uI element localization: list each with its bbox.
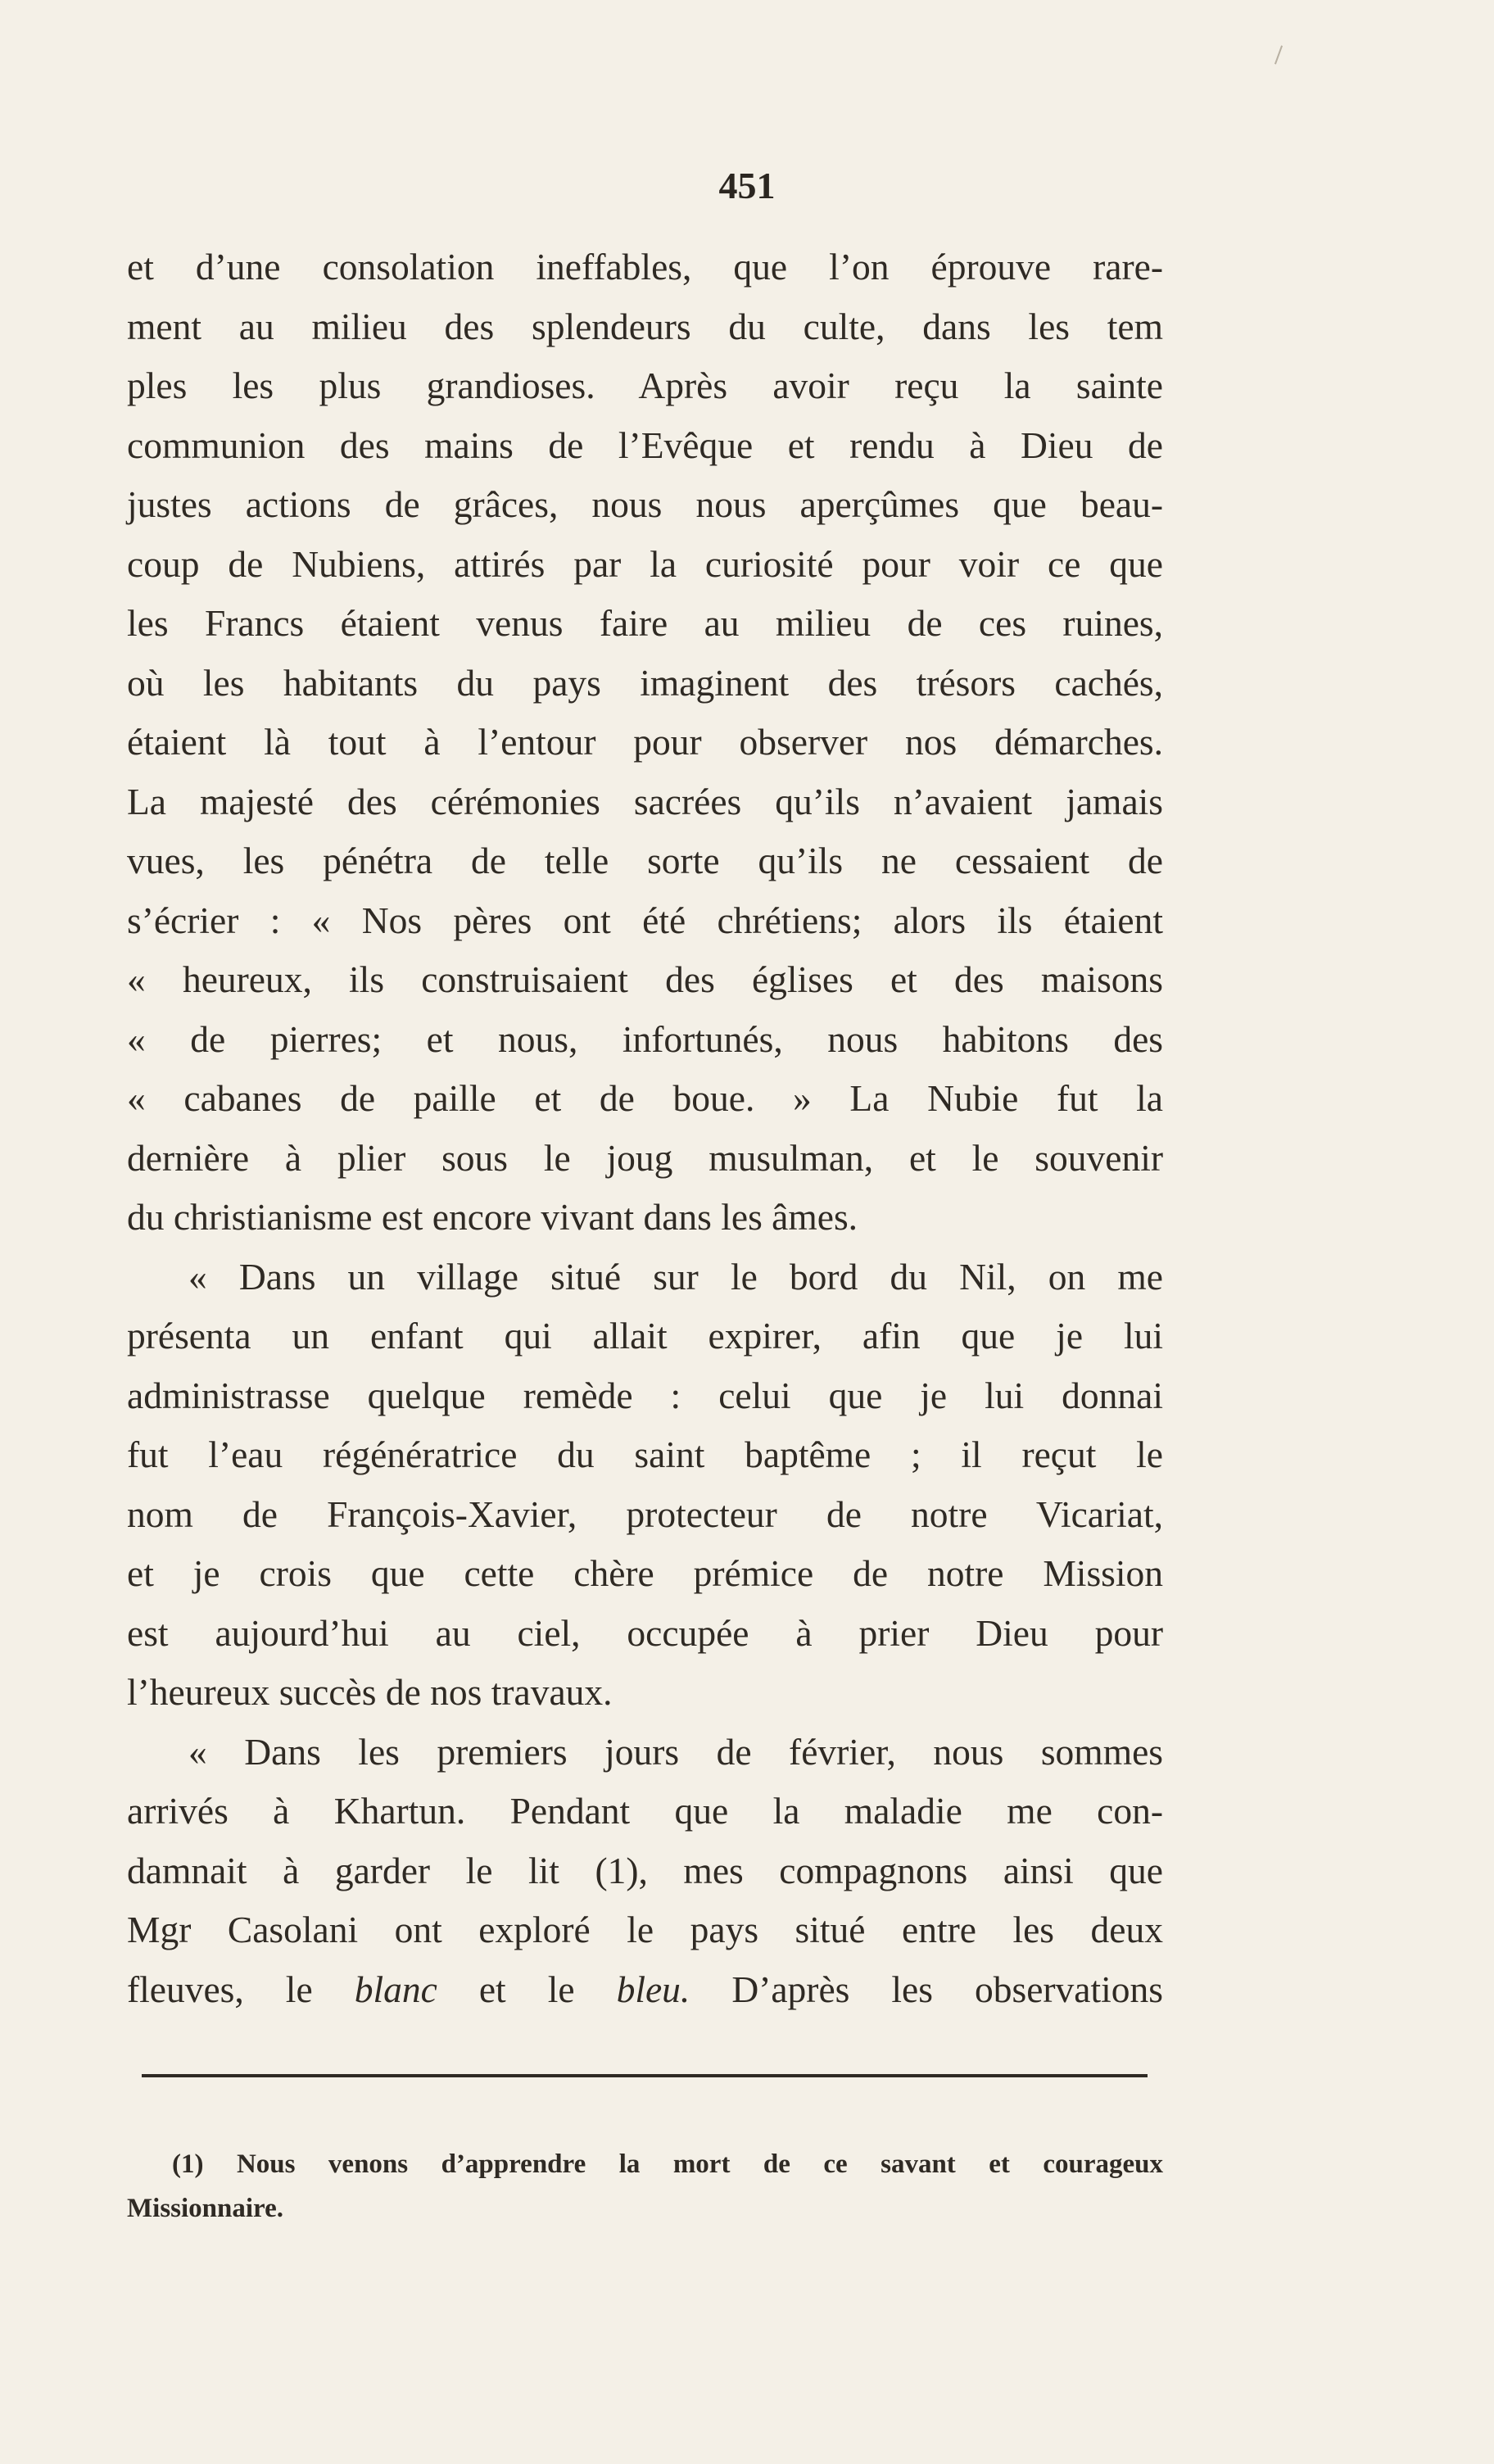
- text-line: coup de Nubiens, attirés par la curiosité pour voir ce que: [127, 542, 1163, 585]
- text-line: s’écrier : « Nos pères ont été chrétiens; alors ils étaient: [127, 899, 1163, 941]
- footnote-line: (1) Nous venons d’apprendre la mort de ce savant et courageux: [172, 2149, 1163, 2179]
- text-line: dernière à plier sous le joug musulman, et le souvenir: [127, 1136, 1163, 1179]
- text-line: « Dans un village situé sur le bord du Nil, on me: [188, 1255, 1163, 1298]
- text-segment: D’après les observations: [690, 1968, 1163, 2010]
- footnote: [127, 2142, 1163, 2231]
- text-line: et je crois que cette chère prémice de notre Mission: [127, 1552, 1163, 1594]
- page-number: 451: [718, 165, 776, 206]
- text-line: justes actions de grâces, nous nous aperçûmes que beau-: [127, 483, 1163, 525]
- text-line: l’heureux succès de nos travaux.: [127, 1671, 613, 1713]
- footnote-line: Missionnaire.: [127, 2194, 283, 2223]
- text-line: nom de François-Xavier, protecteur de notre Vicariat,: [127, 1492, 1163, 1535]
- text-line: « heureux, ils construisaient des églises et des maisons: [127, 958, 1163, 1000]
- text-line: « cabanes de paille et de boue. » La Nubie fut la: [127, 1077, 1163, 1119]
- text-line: administrasse quelque remède : celui que je lui donnai: [127, 1374, 1163, 1416]
- text-line: étaient là tout à l’entour pour observer nos démarches.: [127, 721, 1163, 763]
- italic-word-blanc: blanc: [354, 1968, 437, 2010]
- text-line: fut l’eau régénératrice du saint baptême ; il reçut le: [127, 1434, 1163, 1475]
- text-segment: et le: [437, 1968, 617, 2010]
- text-line: La majesté des cérémonies sacrées qu’ils n’avaient jamais: [127, 780, 1163, 822]
- text-line-italic-mix: [127, 1960, 1163, 2020]
- text-line: ment au milieu des splendeurs du culte, dans les tem: [127, 305, 1163, 347]
- body-text: [127, 238, 1163, 2019]
- text-line: est aujourd’hui au ciel, occupée à prier Dieu pour: [127, 1611, 1163, 1654]
- italic-word-bleu: bleu.: [616, 1968, 690, 2010]
- text-line: vues, les pénétra de telle sorte qu’ils ne cessaient de: [127, 840, 1163, 881]
- page-edge-mark: [1274, 45, 1283, 64]
- text-line: les Francs étaient venus faire au milieu de ces ruines,: [127, 602, 1163, 644]
- text-line: présenta un enfant qui allait expirer, afin que je lui: [127, 1315, 1163, 1357]
- text-line: « Dans les premiers jours de février, nous sommes: [188, 1730, 1163, 1773]
- text-segment: fleuves, le: [127, 1968, 355, 2010]
- text-line: où les habitants du pays imaginent des trésors cachés,: [127, 661, 1163, 704]
- text-line: damnait à garder le lit (1), mes compagnons ainsi que: [127, 1849, 1163, 1891]
- text-line: « de pierres; et nous, infortunés, nous habitons des: [127, 1017, 1163, 1060]
- text-line: Mgr Casolani ont exploré le pays situé entre les deux: [127, 1909, 1163, 1950]
- text-line: communion des mains de l’Evêque et rendu à Dieu de: [127, 424, 1163, 466]
- text-line: ples les plus grandioses. Après avoir reçu la sainte: [127, 365, 1163, 406]
- footnote-rule: [142, 2074, 1148, 2077]
- text-line: et d’une consolation ineffables, que l’on éprouve rare-: [127, 246, 1163, 288]
- text-line: arrivés à Khartun. Pendant que la maladie me con-: [127, 1790, 1163, 1832]
- text-line: du christianisme est encore vivant dans les âmes.: [127, 1196, 858, 1238]
